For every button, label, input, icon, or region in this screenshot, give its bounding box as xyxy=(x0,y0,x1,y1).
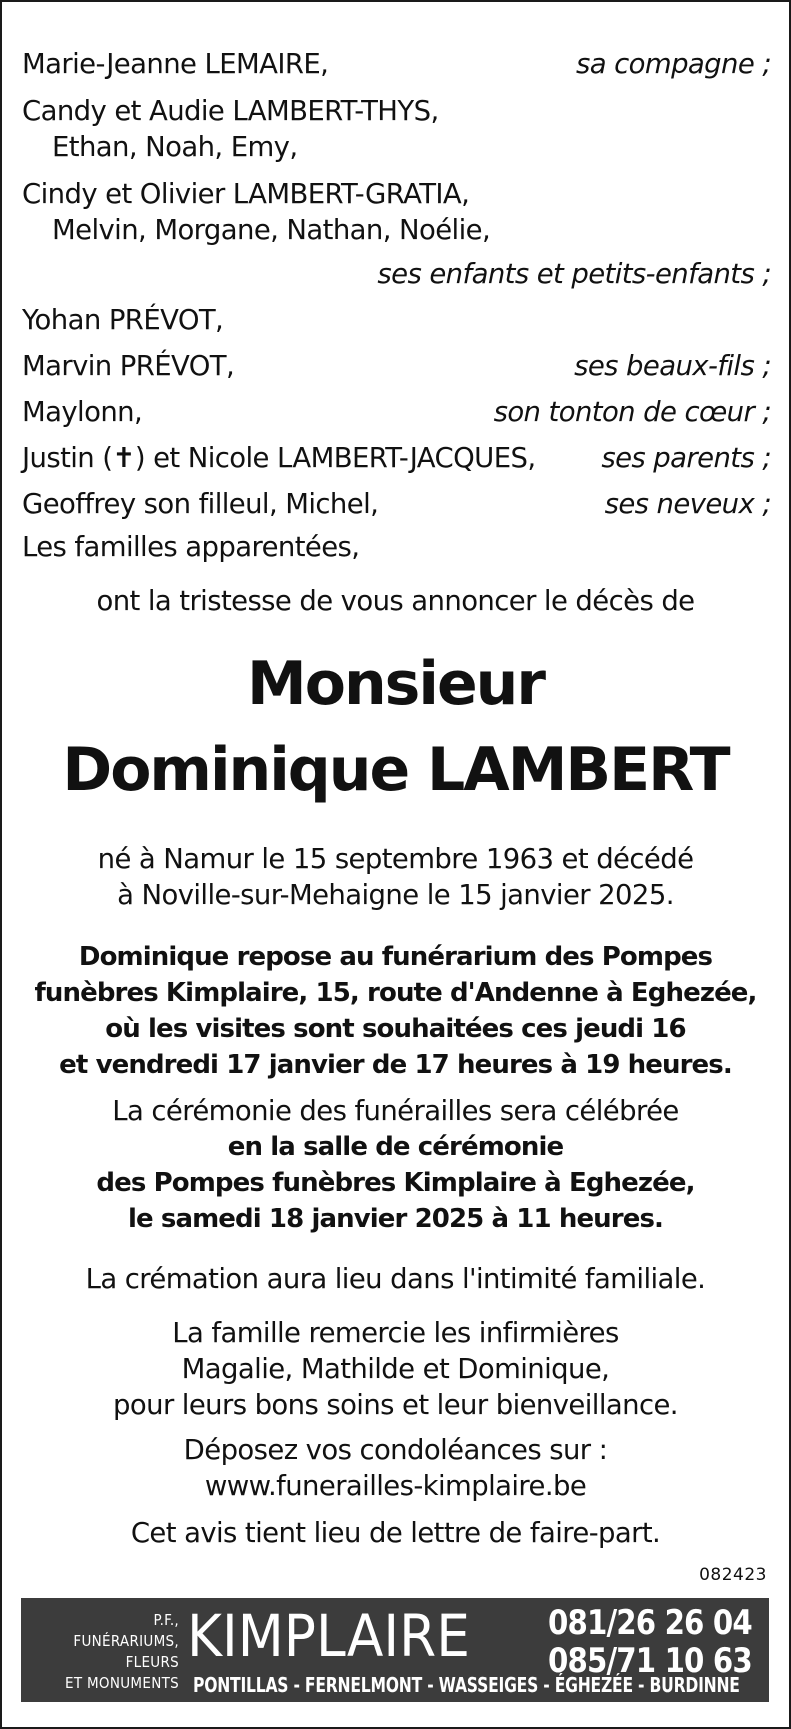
relationship-label: ses enfants et petits-enfants ; xyxy=(377,258,771,290)
birth-death-paragraph xyxy=(2,841,789,913)
relative-name: Les familles apparentées, xyxy=(22,531,360,563)
deceased-name: Dominique LAMBERT xyxy=(62,735,729,805)
phone-numbers xyxy=(548,1603,752,1681)
service-line: FLEURS xyxy=(125,1653,179,1671)
visitation-line: et vendredi 17 janvier de 17 heures à 19 heures. xyxy=(59,1050,732,1080)
locations-line: PONTILLAS - FERNELMONT - WASSEIGES - ÉGHEZÉE - BURDINNE xyxy=(193,1673,740,1697)
reference-number: 082423 xyxy=(699,1565,767,1585)
cremation-line: La crémation aura lieu dans l'intimité familiale. xyxy=(85,1263,706,1295)
cremation-paragraph xyxy=(2,1261,789,1297)
service-line: FUNÉRARIUMS, xyxy=(73,1632,179,1650)
ceremony-intro xyxy=(2,1093,789,1129)
notice-paragraph xyxy=(2,1515,789,1551)
condolences-line: Déposez vos condoléances sur : xyxy=(183,1434,608,1466)
relative-row xyxy=(22,256,771,292)
condolences-paragraph xyxy=(2,1432,789,1504)
relative-name: Ethan, Noah, Emy, xyxy=(52,131,298,163)
service-line: ET MONUMENTS xyxy=(65,1674,179,1692)
relative-row xyxy=(22,348,771,384)
relative-row xyxy=(22,440,771,476)
relative-row xyxy=(22,212,771,248)
relative-name: Geoffrey son filleul, Michel, xyxy=(22,488,379,520)
visitation-paragraph xyxy=(2,939,789,1083)
relative-name: Yohan PRÉVOT, xyxy=(22,304,224,336)
thanks-line: pour leurs bons soins et leur bienveillance. xyxy=(113,1389,678,1421)
funeral-home-banner xyxy=(21,1598,769,1702)
relative-name: Marvin PRÉVOT, xyxy=(22,350,235,382)
ceremony-line: le samedi 18 janvier 2025 à 11 heures. xyxy=(128,1204,663,1234)
brand-name: KIMPLAIRE xyxy=(187,1602,470,1670)
notice-line: Cet avis tient lieu de lettre de faire-part. xyxy=(130,1517,661,1549)
relationship-label: ses parents ; xyxy=(601,442,771,474)
visitation-line: Dominique repose au funérarium des Pompes xyxy=(78,942,713,972)
honorific: Monsieur xyxy=(247,649,544,719)
relationship-label: ses neveux ; xyxy=(604,488,771,520)
thanks-paragraph xyxy=(2,1315,789,1423)
service-line: P.F., xyxy=(153,1611,179,1629)
thanks-line: La famille remercie les infirmières xyxy=(172,1317,619,1349)
relative-name: Marie-Jeanne LEMAIRE, xyxy=(22,48,329,80)
relative-row xyxy=(22,176,771,212)
relative-name: Cindy et Olivier LAMBERT-GRATIA, xyxy=(22,178,470,210)
relative-row xyxy=(22,129,771,165)
relationship-label: ses beaux-fils ; xyxy=(574,350,771,382)
ceremony-line: des Pompes funèbres Kimplaire à Eghezée, xyxy=(96,1168,695,1198)
relative-name: Melvin, Morgane, Nathan, Noélie, xyxy=(52,214,491,246)
relative-row xyxy=(22,486,771,522)
services-list xyxy=(21,1610,179,1694)
relative-name: Candy et Audie LAMBERT-THYS, xyxy=(22,95,439,127)
birth-death-line: à Noville-sur-Mehaigne le 15 janvier 2025. xyxy=(117,879,674,911)
relative-row xyxy=(22,93,771,129)
phone-number: 081/26 26 04 xyxy=(548,1603,752,1643)
condolences-website: www.funerailles-kimplaire.be xyxy=(204,1470,587,1502)
phone-number: 085/71 10 63 xyxy=(548,1641,752,1681)
relative-name: Maylonn, xyxy=(22,396,143,428)
visitation-line: funèbres Kimplaire, 15, route d'Andenne à Eghezée, xyxy=(34,978,757,1008)
announcement-line: ont la tristesse de vous annoncer le décès de xyxy=(96,585,695,617)
relative-row xyxy=(22,302,771,338)
ceremony-details xyxy=(2,1129,789,1237)
ceremony-intro-line: La cérémonie des funérailles sera célébrée xyxy=(112,1095,679,1127)
visitation-line: où les visites sont souhaitées ces jeudi 16 xyxy=(105,1014,686,1044)
relationship-label: sa compagne ; xyxy=(576,48,771,80)
ceremony-line: en la salle de cérémonie xyxy=(227,1132,564,1162)
thanks-line: Magalie, Mathilde et Dominique, xyxy=(181,1353,610,1385)
relationship-label: son tonton de cœur ; xyxy=(493,396,771,428)
relative-name: Justin (✝) et Nicole LAMBERT-JACQUES, xyxy=(22,442,536,474)
relative-row xyxy=(22,394,771,430)
birth-death-line: né à Namur le 15 septembre 1963 et décédé xyxy=(97,843,694,875)
relative-row xyxy=(22,46,771,82)
relative-row xyxy=(22,529,771,565)
